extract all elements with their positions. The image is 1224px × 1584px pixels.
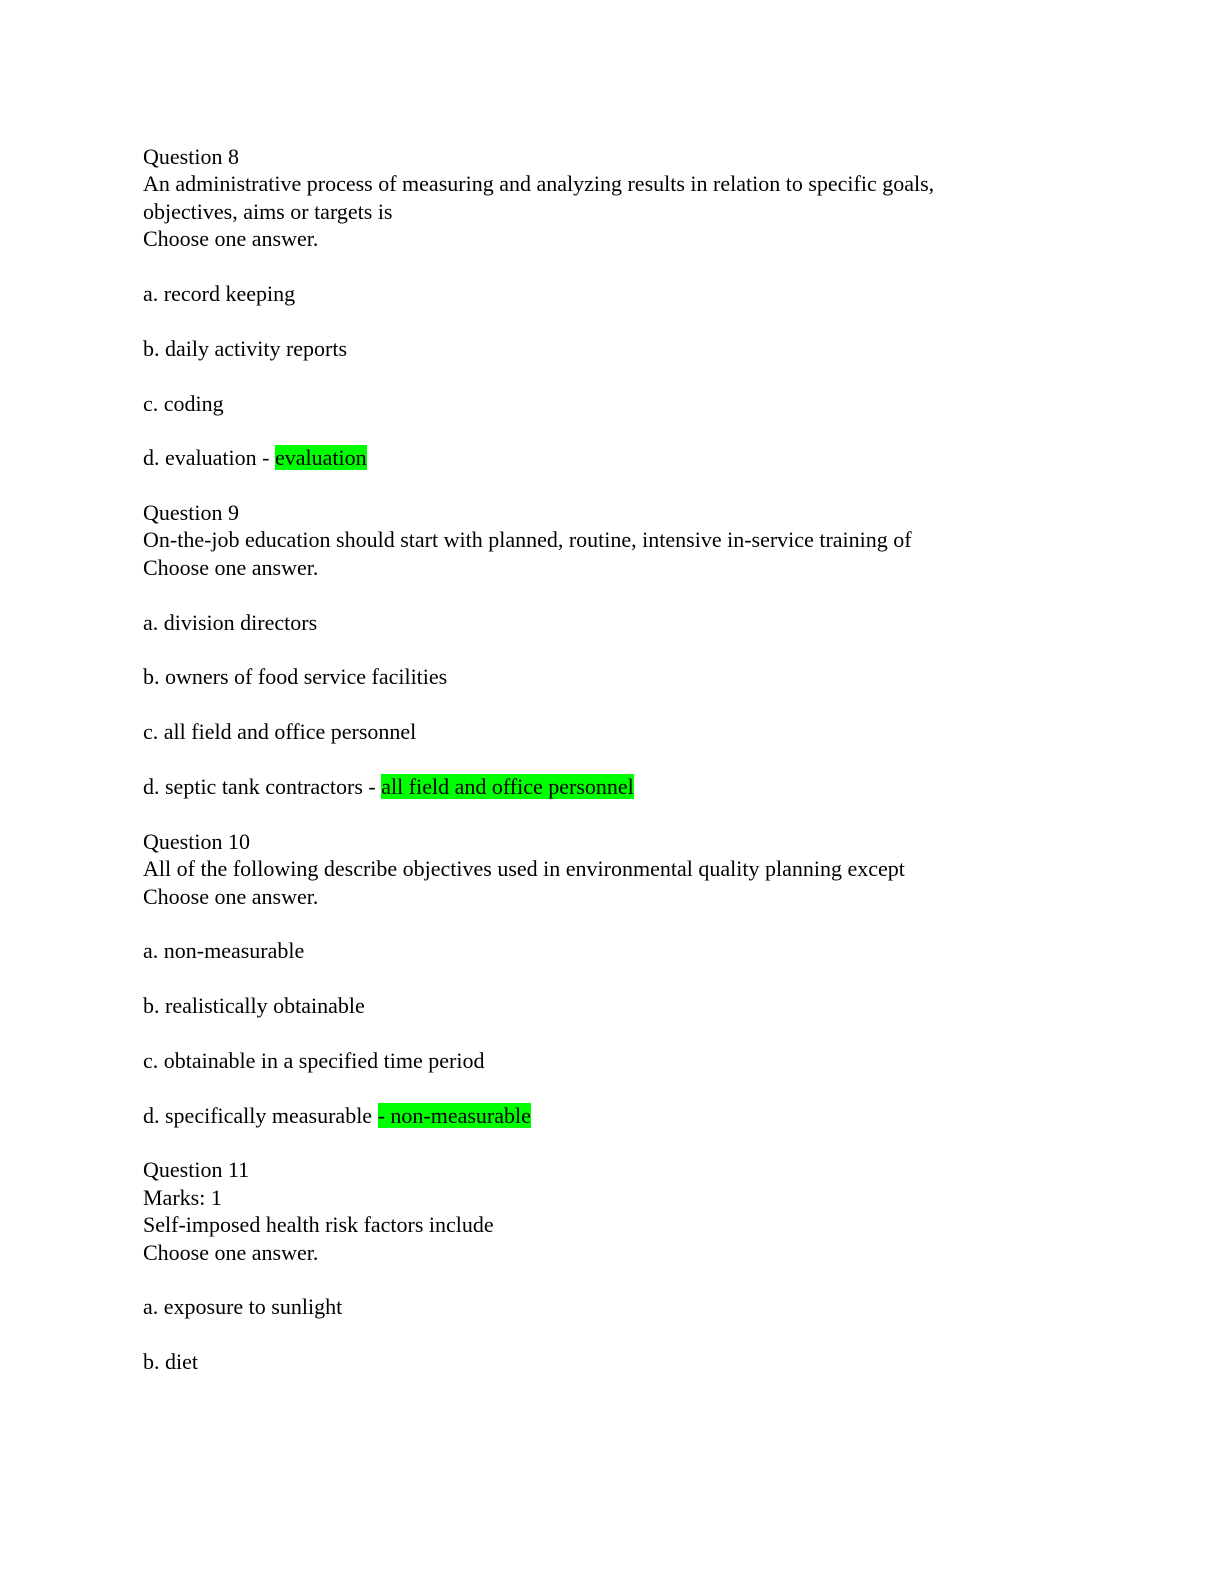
question-prompt: Self-imposed health risk factors include <box>143 1212 494 1238</box>
answer-option-final <box>143 773 1043 800</box>
question-title: Question 11 <box>143 1157 250 1183</box>
answer-option: b. realistically obtainable <box>143 993 365 1019</box>
answer-option-text: d. specifically measurable <box>143 1102 378 1128</box>
answer-option: a. exposure to sunlight <box>143 1294 343 1320</box>
answer-instruction: Choose one answer. <box>143 554 319 580</box>
question-prompt: All of the following describe objectives used in environmental quality planning except <box>143 856 905 882</box>
answer-option: a. division directors <box>143 609 318 635</box>
question-marks: Marks: 1 <box>143 1184 222 1210</box>
answer-option: c. obtainable in a specified time period <box>143 1047 485 1073</box>
question-prompt: objectives, aims or targets is <box>143 198 393 224</box>
highlighted-answer: evaluation <box>274 445 367 471</box>
highlighted-answer: - non-measurable <box>377 1102 531 1128</box>
answer-option-text: d. septic tank contractors - <box>143 773 382 799</box>
answer-option-final <box>143 444 1043 471</box>
document-page <box>143 143 1043 1376</box>
answer-option: b. owners of food service facilities <box>143 664 448 690</box>
answer-instruction: Choose one answer. <box>143 1239 319 1265</box>
highlighted-answer: all field and office personnel <box>381 773 634 799</box>
answer-option: a. non-measurable <box>143 938 305 964</box>
question-prompt: An administrative process of measuring and analyzing results in relation to specific goals, <box>143 171 935 197</box>
answer-option: b. daily activity reports <box>143 335 348 361</box>
answer-instruction: Choose one answer. <box>143 226 319 252</box>
answer-option: c. coding <box>143 390 224 416</box>
question-title: Question 9 <box>143 500 239 526</box>
answer-option-final <box>143 1102 1043 1129</box>
answer-option-text: d. evaluation - <box>143 445 275 471</box>
question-title: Question 8 <box>143 144 239 169</box>
answer-option: a. record keeping <box>143 280 296 306</box>
answer-option: b. diet <box>143 1349 198 1375</box>
answer-instruction: Choose one answer. <box>143 883 319 909</box>
question-prompt: On-the-job education should start with planned, routine, intensive in-service training of <box>143 527 912 553</box>
answer-option: c. all field and office personnel <box>143 719 417 745</box>
question-title: Question 10 <box>143 828 250 854</box>
